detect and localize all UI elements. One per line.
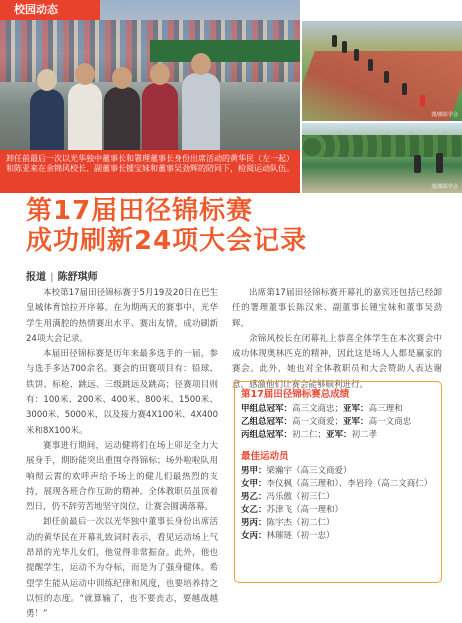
photo-runner bbox=[414, 155, 421, 173]
byline-author: 陈舒琪师 bbox=[57, 272, 98, 283]
article-title-line-1: 第17届田径锦标赛 bbox=[26, 196, 254, 226]
photo-credit: 图/摄影学会 bbox=[431, 184, 458, 190]
paragraph: 赛事进行期间，运动健将们在场上卯足全力大展身手，期盼能突出重围夺得锦标；场外啦啦队用响彻云霄的欢呼声给予场上的健儿们最热烈的支持，展现各班合作互助的精神。全体教职员虽顶着烈日，仍不辞劳苦地坚守岗位，让赛会圆满落幕。 bbox=[26, 440, 218, 513]
athlete-row: 女乙： 苏津飞（高一理和） bbox=[241, 505, 344, 515]
photo-tent bbox=[150, 40, 300, 62]
section-header: 校园动态 bbox=[0, 0, 100, 20]
athletes-heading: 最佳运动员 bbox=[241, 451, 289, 462]
photo-runner bbox=[420, 95, 425, 107]
byline: 报道 | 陈舒琪师 bbox=[26, 272, 98, 283]
main-photo-caption: 卸任前最后一次以光华独中董事长和署理董事长身份出席活动的黄华民（左一起）和陈亚来在余锦风校长、副董事长锺宝妹和董事吴劲辉的陪同下，检阅运动队伍。 bbox=[0, 150, 300, 193]
paragraph: 卸任前最后一次以光华独中董事长身份出席活动的黄华民在开幕礼致词时表示，看见运动场上气昂昂的光华儿女们，他觉得非常振奋。此外，他也提醒学生，运动不为夺标，而是为了强身健体。希望学生能从运动中训练纪律和风度，也要培养持之以恒的态度。“就算输了，也不要丧志，要越战越勇！” bbox=[26, 517, 218, 620]
photo-runner bbox=[342, 41, 347, 53]
paragraph: 余锦风校长在闭幕礼上恭喜全体学生在本次赛会中成功体现奥林匹克的精神，因此这是场人人都是赢家的赛会。此外，她也对全体教职员和大会赞助人表达谢意，感激他们让赛会能够顺利进行。 bbox=[232, 333, 442, 390]
paragraph: 出席第17届田径锦标赛开幕礼的嘉宾还包括已经卸任的署理董事长陈汉来、副董事长锺宝妹和董事吴劲辉。 bbox=[232, 288, 442, 329]
photo-runner bbox=[332, 35, 337, 47]
athlete-row: 男丙： 陈宇杰（初二仁） bbox=[241, 518, 335, 528]
article-title-line-2: 成功刷新24项大会记录 bbox=[26, 226, 308, 256]
photo-runner bbox=[384, 71, 389, 83]
photo-runner bbox=[354, 49, 359, 61]
overall-result-row: 丙组总冠军：初二仁；亚军：初二孝 bbox=[241, 430, 378, 440]
parade-photo bbox=[302, 21, 462, 121]
photo-runner bbox=[402, 83, 407, 95]
athlete-row: 男甲： 梁瀚宇（高三文商爱） bbox=[241, 466, 352, 476]
athlete-row: 女丙： 林璀琏（初一忠） bbox=[241, 531, 335, 541]
results-box bbox=[234, 381, 442, 583]
photo-runner bbox=[368, 59, 373, 71]
overall-result-row: 甲组总冠军：高三文商忠；亚军：高三理和 bbox=[241, 404, 403, 414]
main-photo bbox=[0, 0, 300, 193]
overall-result-row: 乙组总冠军：高一文商爱；亚军：高一文商忠 bbox=[241, 417, 412, 427]
results-heading: 第17届田径锦标赛总成绩 bbox=[241, 389, 350, 400]
paragraph: 本届田径锦标赛是历年来最多选手的一届，参与选手多达700余名。赛会的田赛项目有：铅球、铁饼、标枪、跳远、三级跳远及跳高；径赛项目则有：100米、200米、400米、800米、1500米、3000米、5000米，以及接力赛4X100米、4X400米和8X100米。 bbox=[26, 349, 218, 436]
photo-runner bbox=[436, 153, 443, 173]
byline-label: 报道 bbox=[26, 272, 46, 283]
article-body-left bbox=[26, 286, 218, 623]
race-photo bbox=[302, 123, 462, 193]
athlete-row: 女甲： 李仪枫（高三理和）、李岩玲（高二文商仁） bbox=[241, 479, 433, 489]
paragraph: 本校第17届田径锦标赛于5月19及20日在巴生皇城体育馆拉开序幕。在为期两天的赛事中，光华学生用满腔的热情赛出水平、赛出友情，成功刷新24项大会记录。 bbox=[26, 288, 218, 344]
article-body-right bbox=[232, 286, 442, 393]
athlete-row: 男乙： 冯乐傲（初三仁） bbox=[241, 492, 335, 502]
photo-credit: 图/摄影学会 bbox=[431, 112, 458, 118]
